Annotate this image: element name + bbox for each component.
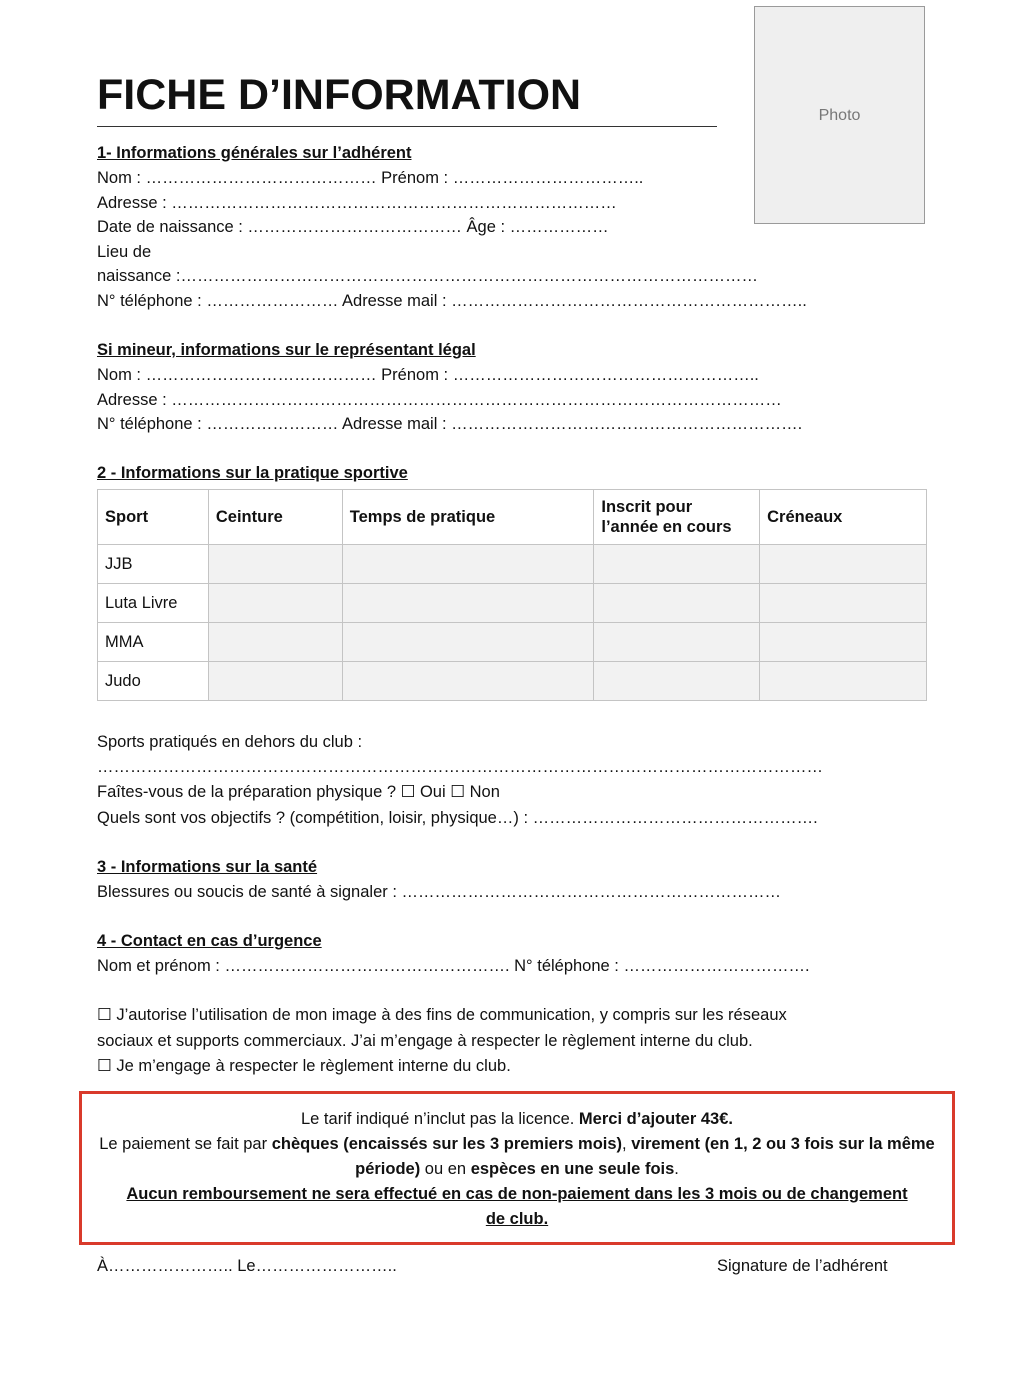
notice-payment-virement: virement (en 1, 2 ou 3 fois sur la même période) [355, 1135, 935, 1178]
notice-licence [92, 1107, 942, 1132]
table-header-ceinture: Ceinture [208, 490, 342, 545]
sports-table [97, 489, 927, 701]
field-adresse[interactable]: Adresse : ……………………………………………………………………… [97, 194, 617, 212]
field-lieu-naissance[interactable]: naissance :…………………………………………………………………………………………… [97, 267, 758, 285]
notice-remboursement-text: Aucun remboursement ne sera effectué en cas de non-paiement dans les 3 mois ou de changement de club. [126, 1185, 908, 1228]
table-cell-input[interactable] [594, 584, 760, 623]
minor-field-nom-prenom[interactable]: Nom : …………………………………… Prénom : ……………………………………………….. [97, 366, 759, 384]
table-cell-sport: JJB [98, 545, 209, 584]
field-date-naissance-age[interactable]: Date de naissance : ………………………………… Âge : ……………… [97, 218, 609, 236]
photo-label: Photo [818, 107, 861, 124]
table-row [98, 623, 927, 662]
table-cell-input[interactable] [760, 662, 927, 701]
table-cell-input[interactable] [208, 662, 342, 701]
notice-payment-end: . [674, 1160, 679, 1178]
minor-field-telephone-mail[interactable]: N° téléphone : …………………… Adresse mail : ………………………………………………………. [97, 415, 803, 433]
table-cell-input[interactable] [760, 584, 927, 623]
table-cell-input[interactable] [594, 545, 760, 584]
field-sports-outside[interactable]: …………………………………………………………………………………………………………………… [97, 758, 823, 776]
field-contact-urgence[interactable]: Nom et prénom : ……………………………………………. N° téléphone : ……………………………. [97, 957, 810, 975]
table-cell-input[interactable] [342, 623, 594, 662]
payment-notice-box [79, 1091, 955, 1245]
minor-field-adresse[interactable]: Adresse : ………………………………………………………………………………………………… [97, 391, 782, 409]
consent-image-text: sociaux et supports commerciaux. J’ai m’engage à respecter le règlement interne du club. [97, 1032, 753, 1050]
table-row [98, 662, 927, 701]
page-title: FICHE D’INFORMATION [97, 71, 582, 119]
section-1-heading: 1- Informations générales sur l’adhérent [97, 144, 412, 162]
table-cell-input[interactable] [760, 623, 927, 662]
table-cell-input[interactable] [208, 545, 342, 584]
table-cell-input[interactable] [760, 545, 927, 584]
field-telephone-mail[interactable]: N° téléphone : …………………… Adresse mail : ……………………………………………………….. [97, 292, 807, 310]
notice-payment-sep: , [622, 1135, 632, 1153]
section-2-heading: 2 - Informations sur la pratique sportive [97, 464, 408, 482]
table-header-creneaux: Créneaux [760, 490, 927, 545]
notice-licence-text: Le tarif indiqué n’inclut pas la licence. [301, 1110, 579, 1128]
field-preparation-physique[interactable]: Faîtes-vous de la préparation physique ? ☐ Oui ☐ Non [97, 783, 500, 801]
table-cell-sport: MMA [98, 623, 209, 662]
table-cell-input[interactable] [594, 662, 760, 701]
signature-label: Signature de l’adhérent [717, 1257, 888, 1275]
table-cell-input[interactable] [208, 623, 342, 662]
field-objectifs[interactable]: Quels sont vos objectifs ? (compétition, loisir, physique…) : ……………………………………………. [97, 809, 818, 827]
notice-payment [92, 1132, 942, 1182]
notice-remboursement [92, 1182, 942, 1232]
table-cell-input[interactable] [342, 584, 594, 623]
field-lieu-date[interactable]: À………………….. Le…………………….. [97, 1257, 397, 1275]
consent-image-checkbox[interactable]: ☐ J’autorise l’utilisation de mon image à des fins de communication, y compris sur les réseaux [97, 1006, 787, 1024]
notice-payment-especes: espèces en une seule fois [470, 1160, 675, 1178]
table-cell-input[interactable] [208, 584, 342, 623]
table-header-row [98, 490, 927, 545]
field-lieu-label: Lieu de [97, 243, 152, 261]
table-header-temps: Temps de pratique [342, 490, 594, 545]
table-cell-sport: Luta Livre [98, 584, 209, 623]
field-blessures[interactable]: Blessures ou soucis de santé à signaler : …………………………………………………………… [97, 883, 782, 901]
table-row [98, 584, 927, 623]
table-header-sport: Sport [98, 490, 209, 545]
table-cell-input[interactable] [342, 662, 594, 701]
section-3-heading: 3 - Informations sur la santé [97, 858, 318, 876]
notice-payment-intro: Le paiement se fait par [99, 1135, 272, 1153]
field-sports-outside-label: Sports pratiqués en dehors du club : [97, 733, 363, 751]
table-header-inscrit: Inscrit pour l’année en cours [594, 490, 760, 545]
field-nom-prenom[interactable]: Nom : …………………………………… Prénom : …………………………….. [97, 169, 644, 187]
section-4-heading: 4 - Contact en cas d’urgence [97, 932, 322, 950]
table-cell-input[interactable] [594, 623, 760, 662]
notice-licence-amount: Merci d’ajouter 43€. [578, 1110, 733, 1128]
section-minor-heading: Si mineur, informations sur le représentant légal [97, 341, 476, 359]
table-row [98, 545, 927, 584]
table-cell-input[interactable] [342, 545, 594, 584]
title-divider [97, 126, 717, 127]
notice-payment-cheques: chèques (encaissés sur les 3 premiers mois) [271, 1135, 623, 1153]
notice-payment-or: ou en [420, 1160, 471, 1178]
table-cell-sport: Judo [98, 662, 209, 701]
consent-reglement-checkbox[interactable]: ☐ Je m’engage à respecter le règlement interne du club. [97, 1057, 511, 1075]
photo-placeholder[interactable] [754, 6, 925, 224]
